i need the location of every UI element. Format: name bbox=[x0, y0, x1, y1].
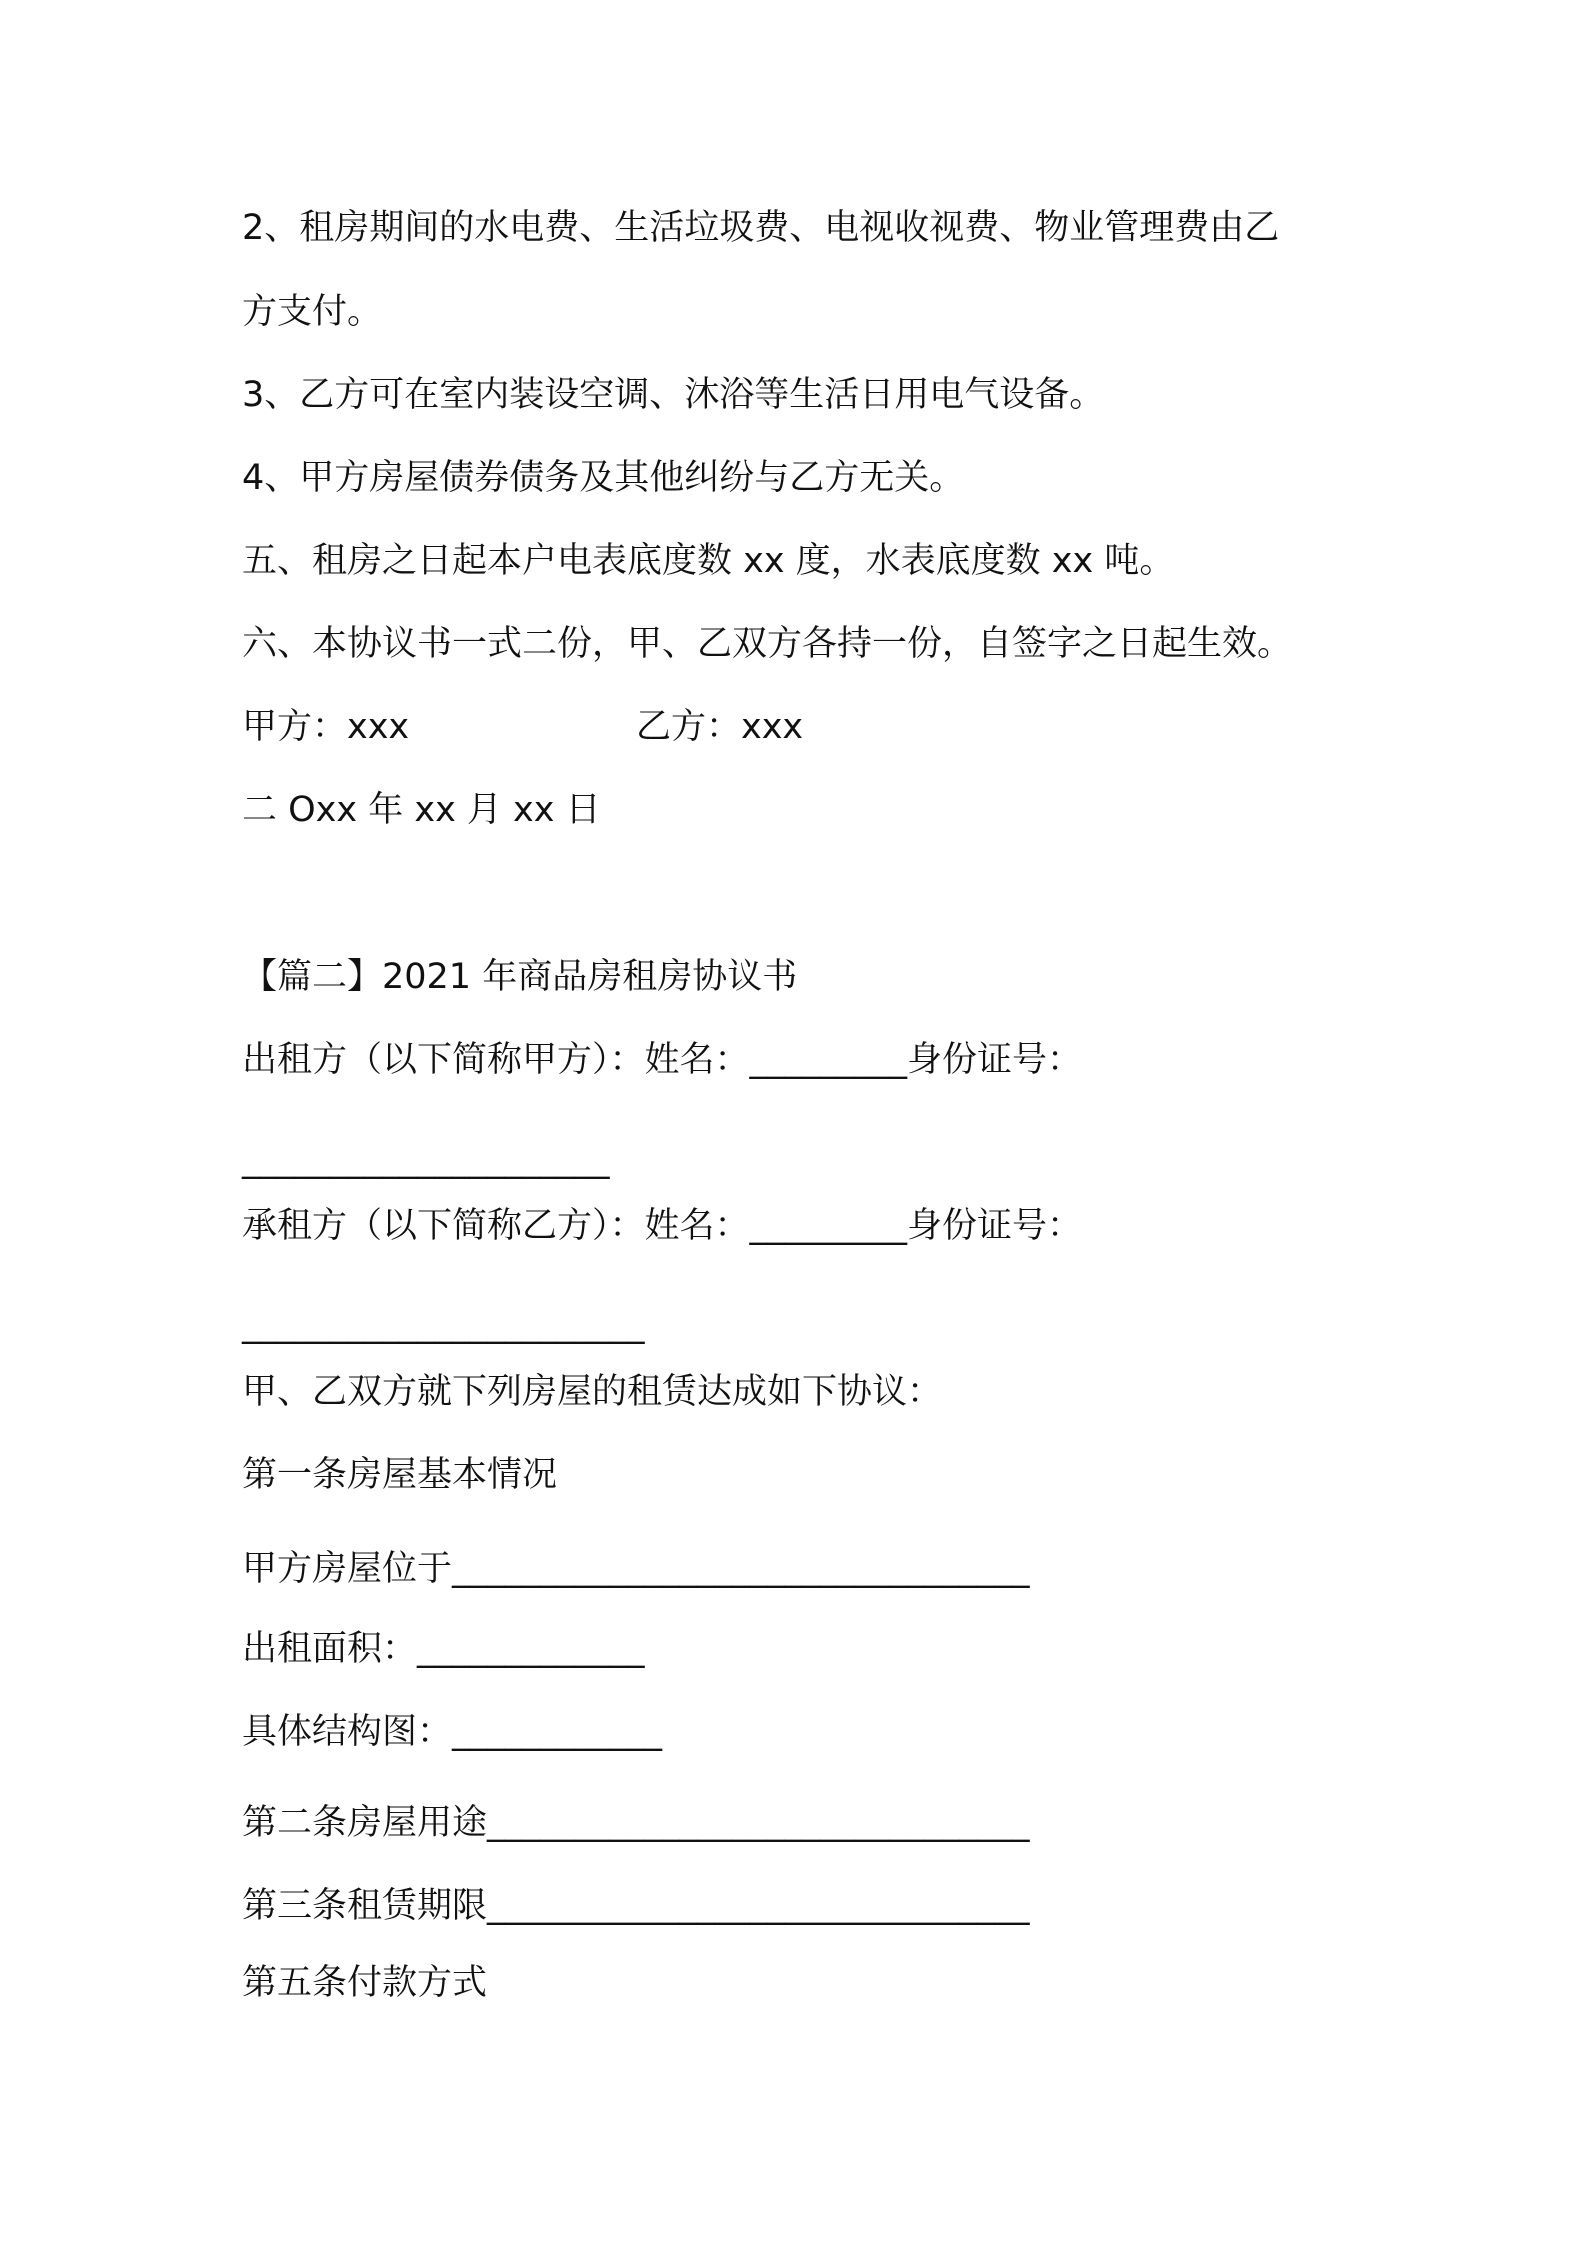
clause-six: 六、本协议书一式二份，甲、乙双方各持一份，自签字之日起生效。 bbox=[242, 624, 1293, 664]
signing-date: 二 Oxx 年 xx 月 xx 日 bbox=[242, 790, 601, 830]
clause-3: 3、乙方可在室内装设空调、沐浴等生活日用电气设备。 bbox=[242, 375, 1105, 415]
lessor-id-blank: _____________________ bbox=[242, 1140, 610, 1180]
lessor-info: 出租方（以下简称甲方）：姓名：_________身份证号： bbox=[242, 1040, 1083, 1080]
clause-five: 五、租房之日起本户电表底度数 xx 度，水表底度数 xx 吨。 bbox=[242, 541, 1175, 581]
rental-area: 出租面积：_____________ bbox=[242, 1629, 645, 1669]
article-2-usage: 第二条房屋用途_______________________________ bbox=[242, 1803, 1030, 1843]
article-1-heading: 第一条房屋基本情况 bbox=[242, 1455, 558, 1495]
agreement-intro: 甲、乙双方就下列房屋的租赁达成如下协议： bbox=[242, 1372, 943, 1412]
section-title: 【篇二】2021 年商品房租房协议书 bbox=[242, 957, 798, 997]
property-location: 甲方房屋位于_________________________________ bbox=[242, 1549, 1030, 1589]
party-a-signature: 甲方：xxx bbox=[242, 707, 410, 747]
lessee-info: 承租方（以下简称乙方）：姓名：_________身份证号： bbox=[242, 1206, 1083, 1246]
clause-4: 4、甲方房屋债券债务及其他纠纷与乙方无关。 bbox=[242, 458, 965, 498]
party-b-signature: 乙方：xxx bbox=[636, 707, 804, 747]
lessee-id-blank: _______________________ bbox=[242, 1305, 645, 1345]
article-5-payment: 第五条付款方式 bbox=[242, 1963, 488, 2003]
clause-2-line-2: 方支付。 bbox=[242, 292, 383, 332]
structure-diagram: 具体结构图：____________ bbox=[242, 1712, 663, 1752]
clause-2-line-1: 2、租房期间的水电费、生活垃圾费、电视收视费、物业管理费由乙 bbox=[242, 208, 1280, 248]
article-3-term: 第三条租赁期限_______________________________ bbox=[242, 1886, 1030, 1926]
